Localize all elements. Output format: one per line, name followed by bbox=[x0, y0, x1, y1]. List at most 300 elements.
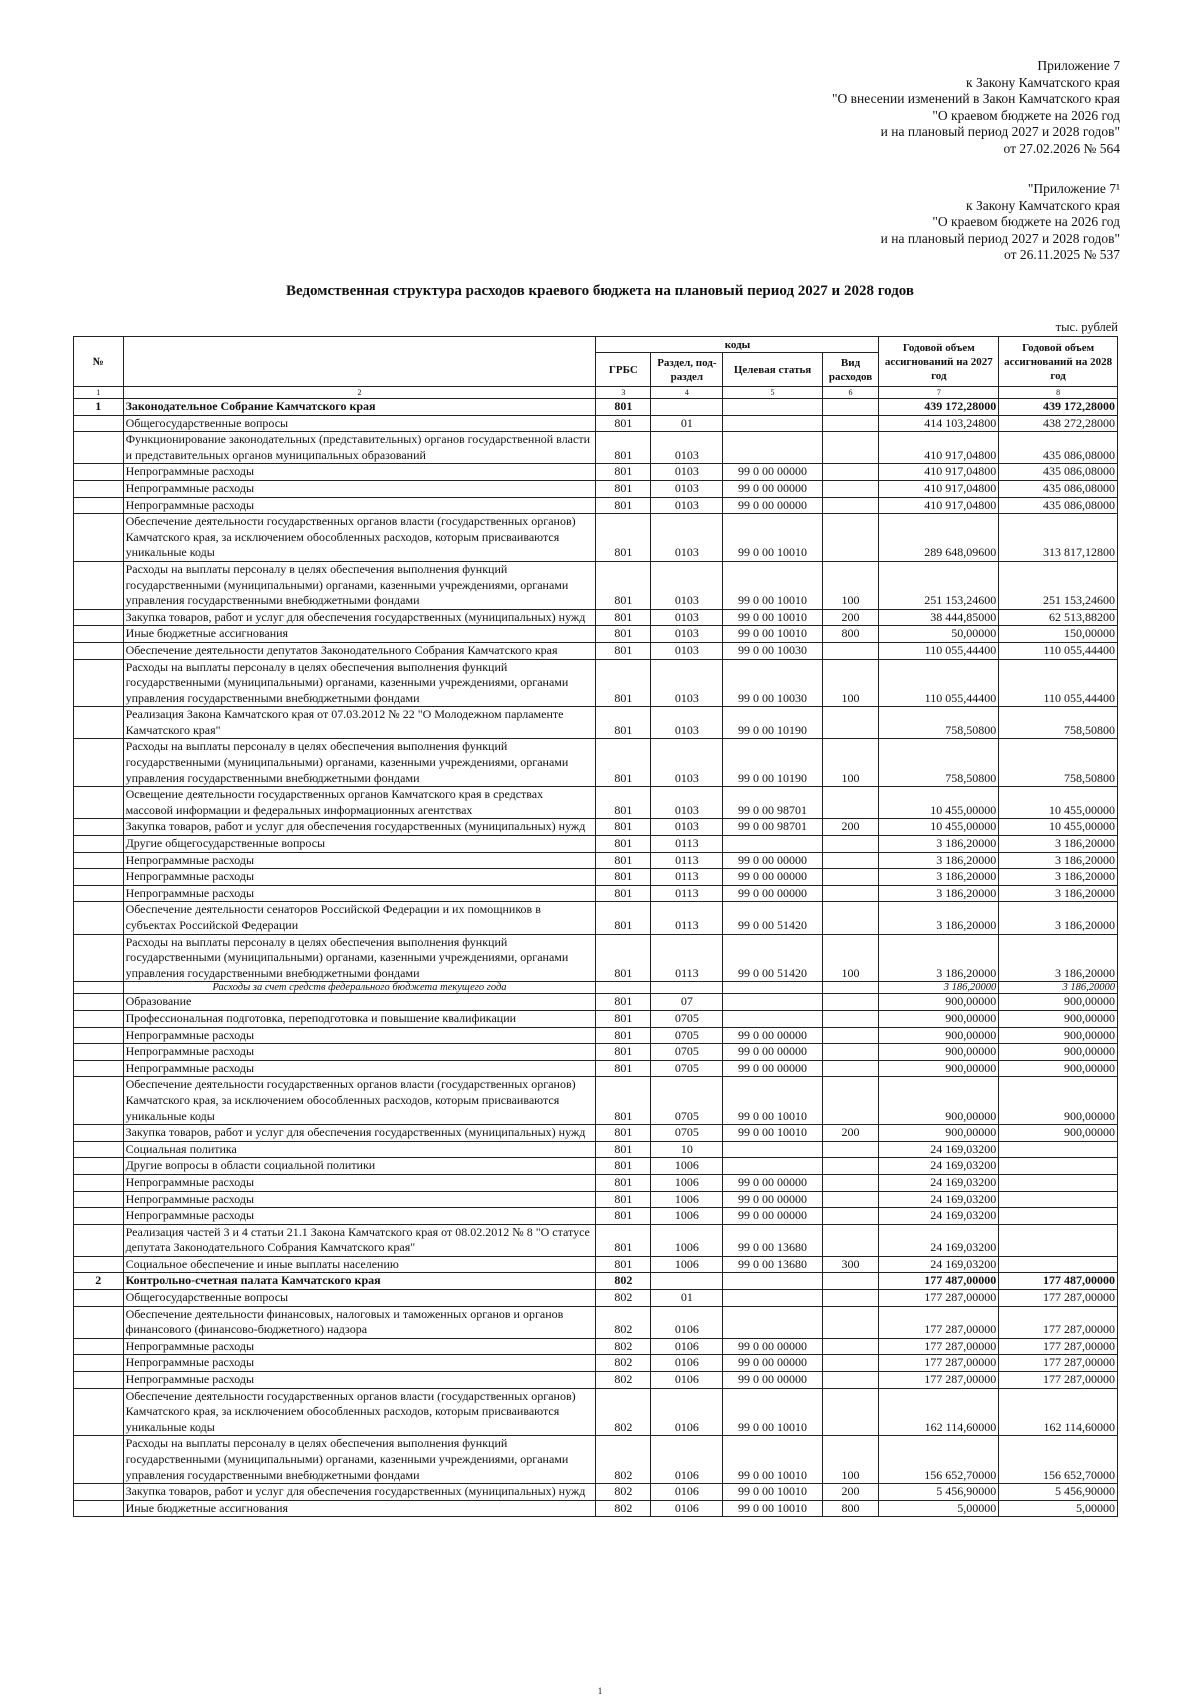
table-row bbox=[74, 1436, 1118, 1484]
row-target: 99 0 00 10190 bbox=[723, 707, 822, 739]
row-section: 0103 bbox=[651, 480, 723, 497]
row-amount-2028: 758,50800 bbox=[999, 707, 1118, 739]
row-name: Закупка товаров, работ и услуг для обеспечения государственных (муниципальных) нужд bbox=[123, 609, 596, 626]
row-target: 99 0 00 10010 bbox=[723, 1077, 822, 1125]
row-grbs: 801 bbox=[596, 399, 651, 416]
row-target: 99 0 00 98701 bbox=[723, 819, 822, 836]
row-grbs: 802 bbox=[596, 1338, 651, 1355]
row-amount-2027: 900,00000 bbox=[879, 1060, 999, 1077]
row-amount-2027: 251 153,24600 bbox=[879, 561, 999, 609]
row-number bbox=[74, 934, 124, 982]
row-number bbox=[74, 1372, 124, 1389]
row-section: 0103 bbox=[651, 626, 723, 643]
row-section: 0106 bbox=[651, 1388, 723, 1436]
row-amount-2027: 24 169,03200 bbox=[879, 1256, 999, 1273]
row-target: 99 0 00 13680 bbox=[723, 1256, 822, 1273]
row-target: 99 0 00 00000 bbox=[723, 1060, 822, 1077]
header-line: к Закону Камчатского края bbox=[966, 197, 1120, 213]
row-amount-2028: 438 272,28000 bbox=[999, 415, 1118, 432]
row-amount-2028: 439 172,28000 bbox=[999, 399, 1118, 416]
row-target bbox=[723, 1158, 822, 1175]
row-amount-2027: 3 186,20000 bbox=[879, 885, 999, 902]
row-type bbox=[822, 480, 879, 497]
row-name: Расходы на выплаты персоналу в целях обеспечения выполнения функций государственными (муниципальными) органами, казенными учреждениями, органами управления государственными внебюджетными фондами bbox=[123, 934, 596, 982]
row-target: 99 0 00 00000 bbox=[723, 885, 822, 902]
row-amount-2027: 900,00000 bbox=[879, 1125, 999, 1142]
row-type: 200 bbox=[822, 1125, 879, 1142]
row-number bbox=[74, 902, 124, 934]
table-row bbox=[74, 1077, 1118, 1125]
row-number bbox=[74, 836, 124, 853]
row-section: 0103 bbox=[651, 464, 723, 481]
row-name: Закупка товаров, работ и услуг для обеспечения государственных (муниципальных) нужд bbox=[123, 819, 596, 836]
table-row bbox=[74, 464, 1118, 481]
row-name: Расходы на выплаты персоналу в целях обеспечения выполнения функций государственными (муниципальными) органами, казенными учреждениями, органами управления государственными внебюджетными фондами bbox=[123, 1436, 596, 1484]
row-amount-2027: 24 169,03200 bbox=[879, 1191, 999, 1208]
row-target bbox=[723, 1010, 822, 1027]
row-grbs: 802 bbox=[596, 1388, 651, 1436]
row-grbs: 801 bbox=[596, 1174, 651, 1191]
row-number bbox=[74, 1208, 124, 1225]
row-name: Обеспечение деятельности государственных органов власти (государственных органов) Камчатского края, за исключением обособленных расходов, которым присваиваются уникальные коды bbox=[123, 1388, 596, 1436]
row-amount-2028: 758,50800 bbox=[999, 739, 1118, 787]
row-grbs: 801 bbox=[596, 1208, 651, 1225]
row-amount-2027: 10 455,00000 bbox=[879, 819, 999, 836]
row-grbs: 801 bbox=[596, 1044, 651, 1061]
row-type: 100 bbox=[822, 934, 879, 982]
row-type bbox=[822, 1044, 879, 1061]
table-row bbox=[74, 399, 1118, 416]
row-target: 99 0 00 00000 bbox=[723, 1027, 822, 1044]
table-row bbox=[74, 1388, 1118, 1436]
col-header-target: Целевая статья bbox=[723, 353, 822, 387]
row-amount-2027: 758,50800 bbox=[879, 739, 999, 787]
row-section: 1006 bbox=[651, 1256, 723, 1273]
row-target bbox=[723, 1273, 822, 1290]
row-amount-2027: 410 917,04800 bbox=[879, 464, 999, 481]
row-amount-2028: 10 455,00000 bbox=[999, 787, 1118, 819]
row-number bbox=[74, 1500, 124, 1517]
row-amount-2028: 435 086,08000 bbox=[999, 497, 1118, 514]
row-amount-2027: 24 169,03200 bbox=[879, 1158, 999, 1175]
row-amount-2028: 5,00000 bbox=[999, 1500, 1118, 1517]
table-row bbox=[74, 852, 1118, 869]
row-name: Расходы на выплаты персоналу в целях обеспечения выполнения функций государственными (муниципальными) органами, казенными учреждениями, органами управления государственными внебюджетными фондами bbox=[123, 739, 596, 787]
row-type: 300 bbox=[822, 1256, 879, 1273]
row-grbs: 801 bbox=[596, 1191, 651, 1208]
col-number: 6 bbox=[822, 387, 879, 399]
col-number: 7 bbox=[879, 387, 999, 399]
row-number bbox=[74, 1125, 124, 1142]
row-number bbox=[74, 1174, 124, 1191]
row-number bbox=[74, 642, 124, 659]
budget-table-body bbox=[74, 399, 1118, 1517]
row-amount-2028: 177 287,00000 bbox=[999, 1372, 1118, 1389]
row-number bbox=[74, 1338, 124, 1355]
row-section bbox=[651, 982, 723, 994]
row-amount-2027: 177 287,00000 bbox=[879, 1372, 999, 1389]
row-type bbox=[822, 1372, 879, 1389]
col-header-2027: Годовой объем ассигнований на 2027 год bbox=[879, 337, 999, 387]
row-name: Образование bbox=[123, 994, 596, 1011]
row-type bbox=[822, 1273, 879, 1290]
row-number bbox=[74, 464, 124, 481]
row-grbs: 801 bbox=[596, 852, 651, 869]
row-section: 0103 bbox=[651, 819, 723, 836]
row-number bbox=[74, 1191, 124, 1208]
row-amount-2028 bbox=[999, 1256, 1118, 1273]
row-name: Непрограммные расходы bbox=[123, 885, 596, 902]
row-grbs: 801 bbox=[596, 432, 651, 464]
row-amount-2028: 900,00000 bbox=[999, 1077, 1118, 1125]
row-amount-2028: 162 114,60000 bbox=[999, 1388, 1118, 1436]
table-row bbox=[74, 1500, 1118, 1517]
row-name: Непрограммные расходы bbox=[123, 497, 596, 514]
row-amount-2028 bbox=[999, 1208, 1118, 1225]
table-row bbox=[74, 1010, 1118, 1027]
row-number bbox=[74, 1158, 124, 1175]
row-grbs: 802 bbox=[596, 1273, 651, 1290]
row-grbs: 801 bbox=[596, 1010, 651, 1027]
row-amount-2027: 3 186,20000 bbox=[879, 902, 999, 934]
row-amount-2028: 435 086,08000 bbox=[999, 464, 1118, 481]
row-section: 0106 bbox=[651, 1484, 723, 1501]
row-target: 99 0 00 00000 bbox=[723, 1355, 822, 1372]
row-name: Другие вопросы в области социальной политики bbox=[123, 1158, 596, 1175]
table-row bbox=[74, 707, 1118, 739]
row-section: 0705 bbox=[651, 1060, 723, 1077]
row-type bbox=[822, 1306, 879, 1338]
row-amount-2028: 5 456,90000 bbox=[999, 1484, 1118, 1501]
unit-label: тыс. рублей bbox=[1055, 320, 1118, 334]
row-type bbox=[822, 852, 879, 869]
row-section: 0113 bbox=[651, 852, 723, 869]
table-row bbox=[74, 415, 1118, 432]
row-name: Непрограммные расходы bbox=[123, 464, 596, 481]
row-number: 2 bbox=[74, 1273, 124, 1290]
row-number bbox=[74, 869, 124, 886]
table-row bbox=[74, 982, 1118, 994]
row-amount-2028: 156 652,70000 bbox=[999, 1436, 1118, 1484]
row-amount-2028: 10 455,00000 bbox=[999, 819, 1118, 836]
row-amount-2027: 3 186,20000 bbox=[879, 934, 999, 982]
table-row bbox=[74, 626, 1118, 643]
row-amount-2027: 3 186,20000 bbox=[879, 852, 999, 869]
row-amount-2027: 3 186,20000 bbox=[879, 869, 999, 886]
header-line: "Приложение 7¹ bbox=[1027, 181, 1120, 196]
row-amount-2028: 435 086,08000 bbox=[999, 432, 1118, 464]
row-grbs: 801 bbox=[596, 464, 651, 481]
row-type bbox=[822, 1174, 879, 1191]
row-section: 0103 bbox=[651, 609, 723, 626]
row-amount-2028: 3 186,20000 bbox=[999, 836, 1118, 853]
row-name: Освещение деятельности государственных органов Камчатского края в средствах массовой информации и федеральных информационных агентствах bbox=[123, 787, 596, 819]
table-row bbox=[74, 1256, 1118, 1273]
row-target: 99 0 00 51420 bbox=[723, 934, 822, 982]
row-amount-2028: 900,00000 bbox=[999, 1125, 1118, 1142]
row-section: 0103 bbox=[651, 739, 723, 787]
row-section: 0705 bbox=[651, 1125, 723, 1142]
row-amount-2028 bbox=[999, 1224, 1118, 1256]
row-amount-2027: 10 455,00000 bbox=[879, 787, 999, 819]
row-number bbox=[74, 819, 124, 836]
row-type bbox=[822, 497, 879, 514]
row-number bbox=[74, 739, 124, 787]
table-row bbox=[74, 1174, 1118, 1191]
row-type bbox=[822, 1010, 879, 1027]
table-row bbox=[74, 1060, 1118, 1077]
row-amount-2027: 900,00000 bbox=[879, 1044, 999, 1061]
table-row bbox=[74, 1290, 1118, 1307]
row-section: 0106 bbox=[651, 1338, 723, 1355]
row-name: Непрограммные расходы bbox=[123, 1208, 596, 1225]
row-name: Профессиональная подготовка, переподготовка и повышение квалификации bbox=[123, 1010, 596, 1027]
row-target: 99 0 00 10010 bbox=[723, 1388, 822, 1436]
row-target: 99 0 00 10010 bbox=[723, 626, 822, 643]
row-target bbox=[723, 432, 822, 464]
row-grbs: 801 bbox=[596, 819, 651, 836]
row-target: 99 0 00 00000 bbox=[723, 852, 822, 869]
row-name: Непрограммные расходы bbox=[123, 1372, 596, 1389]
row-section: 0106 bbox=[651, 1436, 723, 1484]
row-amount-2027: 900,00000 bbox=[879, 1027, 999, 1044]
row-name: Непрограммные расходы bbox=[123, 1060, 596, 1077]
row-amount-2027: 24 169,03200 bbox=[879, 1224, 999, 1256]
col-header-num: № bbox=[74, 337, 124, 387]
row-number bbox=[74, 480, 124, 497]
row-type bbox=[822, 787, 879, 819]
row-section: 0103 bbox=[651, 787, 723, 819]
row-number bbox=[74, 1306, 124, 1338]
row-name: Законодательное Собрание Камчатского края bbox=[123, 399, 596, 416]
row-grbs: 801 bbox=[596, 934, 651, 982]
row-target: 99 0 00 00000 bbox=[723, 1208, 822, 1225]
row-amount-2028: 251 153,24600 bbox=[999, 561, 1118, 609]
row-target: 99 0 00 10010 bbox=[723, 561, 822, 609]
row-amount-2028: 900,00000 bbox=[999, 1060, 1118, 1077]
row-amount-2027: 5,00000 bbox=[879, 1500, 999, 1517]
row-number bbox=[74, 787, 124, 819]
row-amount-2027: 177 287,00000 bbox=[879, 1306, 999, 1338]
header-block-2 bbox=[881, 181, 1120, 264]
header-line: от 27.02.2026 № 564 bbox=[1003, 140, 1120, 156]
row-number: 1 bbox=[74, 399, 124, 416]
row-amount-2027: 289 648,09600 bbox=[879, 514, 999, 562]
row-target bbox=[723, 415, 822, 432]
row-amount-2027: 50,00000 bbox=[879, 626, 999, 643]
table-row bbox=[74, 642, 1118, 659]
header-block-1 bbox=[832, 58, 1120, 157]
row-grbs: 802 bbox=[596, 1484, 651, 1501]
row-section: 1006 bbox=[651, 1191, 723, 1208]
row-type bbox=[822, 464, 879, 481]
row-section: 1006 bbox=[651, 1174, 723, 1191]
row-number bbox=[74, 514, 124, 562]
row-amount-2028: 3 186,20000 bbox=[999, 934, 1118, 982]
row-name: Непрограммные расходы bbox=[123, 1355, 596, 1372]
row-amount-2028 bbox=[999, 1158, 1118, 1175]
table-row bbox=[74, 1141, 1118, 1158]
row-amount-2028: 900,00000 bbox=[999, 1044, 1118, 1061]
row-amount-2027: 900,00000 bbox=[879, 1077, 999, 1125]
row-amount-2027: 177 487,00000 bbox=[879, 1273, 999, 1290]
row-grbs: 802 bbox=[596, 1372, 651, 1389]
row-type bbox=[822, 1355, 879, 1372]
row-amount-2027: 410 917,04800 bbox=[879, 432, 999, 464]
row-amount-2027: 758,50800 bbox=[879, 707, 999, 739]
row-amount-2028: 900,00000 bbox=[999, 1027, 1118, 1044]
col-number: 2 bbox=[123, 387, 596, 399]
row-name: Социальная политика bbox=[123, 1141, 596, 1158]
row-section: 0106 bbox=[651, 1306, 723, 1338]
row-name: Закупка товаров, работ и услуг для обеспечения государственных (муниципальных) нужд bbox=[123, 1125, 596, 1142]
row-name: Обеспечение деятельности государственных органов власти (государственных органов) Камчатского края, за исключением обособленных расходов, которым присваиваются уникальные коды bbox=[123, 514, 596, 562]
row-section: 0113 bbox=[651, 836, 723, 853]
row-type: 100 bbox=[822, 1436, 879, 1484]
row-amount-2027: 162 114,60000 bbox=[879, 1388, 999, 1436]
row-grbs: 802 bbox=[596, 1290, 651, 1307]
col-header-grbs: ГРБС bbox=[596, 353, 651, 387]
row-number bbox=[74, 852, 124, 869]
row-amount-2027: 110 055,44400 bbox=[879, 642, 999, 659]
row-name: Обеспечение деятельности государственных органов власти (государственных органов) Камчатского края, за исключением обособленных расходов, которым присваиваются уникальные коды bbox=[123, 1077, 596, 1125]
row-section: 0103 bbox=[651, 514, 723, 562]
row-type: 200 bbox=[822, 609, 879, 626]
row-name: Непрограммные расходы bbox=[123, 1191, 596, 1208]
row-type bbox=[822, 869, 879, 886]
row-type bbox=[822, 994, 879, 1011]
row-amount-2028: 313 817,12800 bbox=[999, 514, 1118, 562]
row-type bbox=[822, 1027, 879, 1044]
row-target: 99 0 00 00000 bbox=[723, 497, 822, 514]
row-section: 0103 bbox=[651, 642, 723, 659]
row-amount-2027: 38 444,85000 bbox=[879, 609, 999, 626]
row-grbs: 801 bbox=[596, 885, 651, 902]
row-name: Непрограммные расходы bbox=[123, 1338, 596, 1355]
table-row bbox=[74, 787, 1118, 819]
row-grbs: 801 bbox=[596, 642, 651, 659]
table-row bbox=[74, 1273, 1118, 1290]
row-type bbox=[822, 982, 879, 994]
row-section bbox=[651, 1273, 723, 1290]
row-amount-2028: 900,00000 bbox=[999, 1010, 1118, 1027]
row-section: 0705 bbox=[651, 1077, 723, 1125]
row-target: 99 0 00 00000 bbox=[723, 464, 822, 481]
table-row bbox=[74, 885, 1118, 902]
row-target: 99 0 00 10010 bbox=[723, 1125, 822, 1142]
table-row bbox=[74, 902, 1118, 934]
row-name: Расходы на выплаты персоналу в целях обеспечения выполнения функций государственными (муниципальными) органами, казенными учреждениями, органами управления государственными внебюджетными фондами bbox=[123, 659, 596, 707]
row-section: 0113 bbox=[651, 869, 723, 886]
col-number: 4 bbox=[651, 387, 723, 399]
row-number bbox=[74, 1224, 124, 1256]
row-name: Непрограммные расходы bbox=[123, 1044, 596, 1061]
col-number: 8 bbox=[999, 387, 1118, 399]
table-row bbox=[74, 739, 1118, 787]
row-number bbox=[74, 982, 124, 994]
row-section: 0113 bbox=[651, 934, 723, 982]
row-section: 1006 bbox=[651, 1208, 723, 1225]
row-number bbox=[74, 1355, 124, 1372]
header-line: "О внесении изменений в Закон Камчатского края bbox=[832, 91, 1120, 106]
row-name: Контрольно-счетная палата Камчатского края bbox=[123, 1273, 596, 1290]
row-number bbox=[74, 1027, 124, 1044]
row-section: 10 bbox=[651, 1141, 723, 1158]
row-amount-2027: 177 287,00000 bbox=[879, 1338, 999, 1355]
table-row bbox=[74, 480, 1118, 497]
row-target bbox=[723, 1290, 822, 1307]
row-grbs: 801 bbox=[596, 1077, 651, 1125]
row-section: 0113 bbox=[651, 885, 723, 902]
row-target: 99 0 00 00000 bbox=[723, 1191, 822, 1208]
row-amount-2027: 3 186,20000 bbox=[879, 836, 999, 853]
table-row bbox=[74, 1372, 1118, 1389]
row-target: 99 0 00 13680 bbox=[723, 1224, 822, 1256]
row-section: 0106 bbox=[651, 1372, 723, 1389]
row-section: 0103 bbox=[651, 497, 723, 514]
row-number bbox=[74, 432, 124, 464]
row-type bbox=[822, 399, 879, 416]
row-type bbox=[822, 514, 879, 562]
row-type: 100 bbox=[822, 561, 879, 609]
table-row bbox=[74, 1484, 1118, 1501]
row-target bbox=[723, 982, 822, 994]
row-grbs: 801 bbox=[596, 1027, 651, 1044]
row-number bbox=[74, 561, 124, 609]
row-name: Расходы на выплаты персоналу в целях обеспечения выполнения функций государственными (муниципальными) органами, казенными учреждениями, органами управления государственными внебюджетными фондами bbox=[123, 561, 596, 609]
row-amount-2028 bbox=[999, 1191, 1118, 1208]
row-section: 07 bbox=[651, 994, 723, 1011]
row-grbs: 801 bbox=[596, 1158, 651, 1175]
table-row bbox=[74, 561, 1118, 609]
row-number bbox=[74, 626, 124, 643]
row-number bbox=[74, 415, 124, 432]
row-name: Обеспечение деятельности финансовых, налоговых и таможенных органов и органов финансового (финансово-бюджетного) надзора bbox=[123, 1306, 596, 1338]
header-line: от 26.11.2025 № 537 bbox=[1004, 247, 1120, 262]
row-target: 99 0 00 00000 bbox=[723, 1338, 822, 1355]
row-grbs: 801 bbox=[596, 994, 651, 1011]
row-type bbox=[822, 1060, 879, 1077]
row-type bbox=[822, 1338, 879, 1355]
table-row bbox=[74, 1027, 1118, 1044]
row-grbs: 801 bbox=[596, 739, 651, 787]
row-amount-2028: 3 186,20000 bbox=[999, 982, 1118, 994]
row-amount-2027: 5 456,90000 bbox=[879, 1484, 999, 1501]
row-amount-2027: 439 172,28000 bbox=[879, 399, 999, 416]
row-grbs: 801 bbox=[596, 869, 651, 886]
row-type bbox=[822, 1191, 879, 1208]
row-name: Иные бюджетные ассигнования bbox=[123, 1500, 596, 1517]
col-number: 1 bbox=[74, 387, 124, 399]
row-number bbox=[74, 1010, 124, 1027]
row-amount-2027: 900,00000 bbox=[879, 1010, 999, 1027]
row-type bbox=[822, 1388, 879, 1436]
row-type bbox=[822, 902, 879, 934]
table-row bbox=[74, 1338, 1118, 1355]
row-name: Общегосударственные вопросы bbox=[123, 1290, 596, 1307]
row-section: 01 bbox=[651, 1290, 723, 1307]
row-amount-2028 bbox=[999, 1141, 1118, 1158]
row-amount-2028: 3 186,20000 bbox=[999, 902, 1118, 934]
row-target: 99 0 00 00000 bbox=[723, 1372, 822, 1389]
row-grbs: 801 bbox=[596, 514, 651, 562]
table-row bbox=[74, 1208, 1118, 1225]
row-grbs: 801 bbox=[596, 1256, 651, 1273]
row-type bbox=[822, 415, 879, 432]
row-grbs: 801 bbox=[596, 1060, 651, 1077]
row-name: Другие общегосударственные вопросы bbox=[123, 836, 596, 853]
row-amount-2028: 177 287,00000 bbox=[999, 1355, 1118, 1372]
